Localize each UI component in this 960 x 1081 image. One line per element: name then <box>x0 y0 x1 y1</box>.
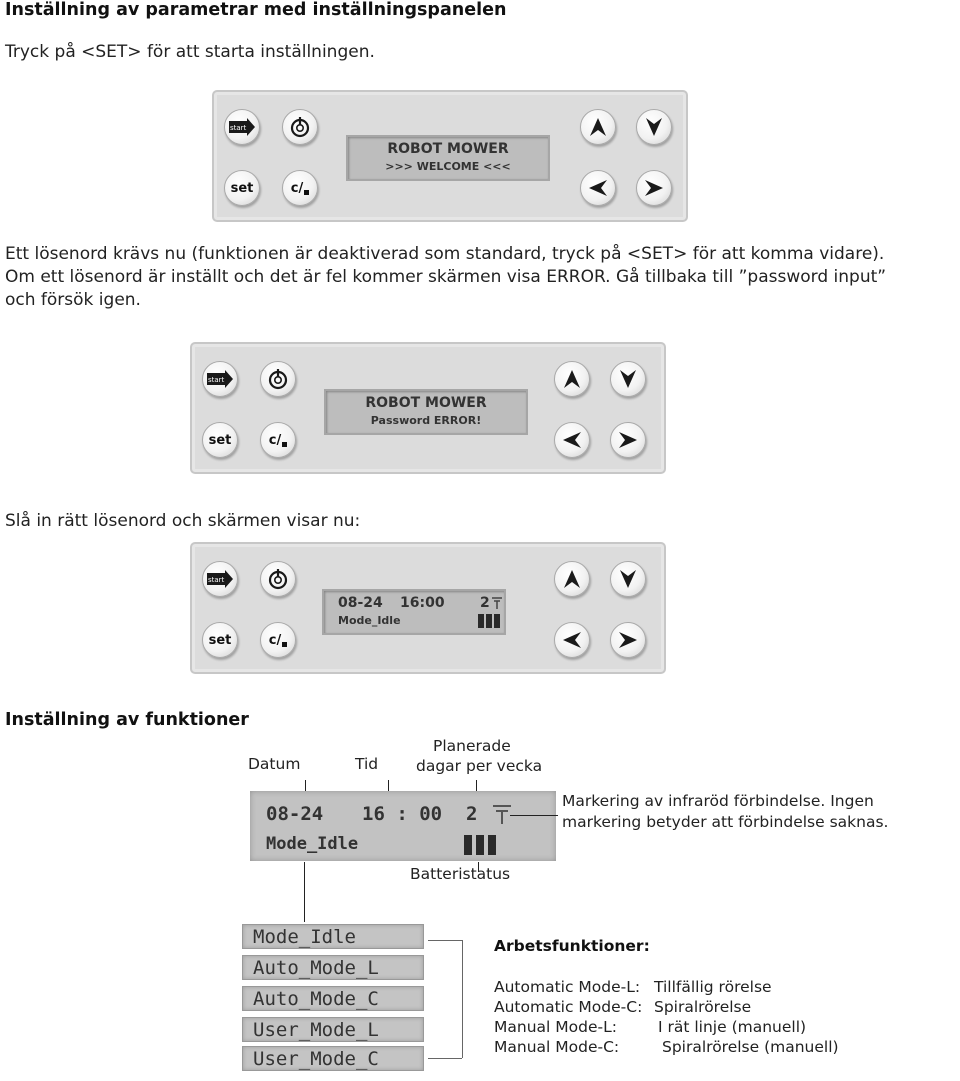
cancel-square-icon <box>304 190 309 195</box>
start-arrow-icon <box>206 370 234 388</box>
start-label: start <box>208 576 225 584</box>
control-panel-status <box>190 542 666 674</box>
work-function-name: Manual Mode-L: <box>494 1018 617 1036</box>
cancel-label: c/ <box>290 180 304 196</box>
arrow-right-icon <box>645 180 663 196</box>
arrow-left-icon <box>563 432 581 448</box>
lcd-screen <box>324 389 528 435</box>
start-arrow-icon <box>206 570 234 588</box>
left-button[interactable] <box>580 170 616 206</box>
start-button[interactable] <box>202 361 238 397</box>
display-mode: Mode_Idle <box>266 834 359 854</box>
power-button[interactable] <box>260 361 296 397</box>
control-panel-error <box>190 342 666 474</box>
arrow-down-icon <box>620 570 636 588</box>
power-button[interactable] <box>282 109 318 145</box>
power-button[interactable] <box>260 561 296 597</box>
start-label: start <box>208 376 225 384</box>
down-button[interactable] <box>610 561 646 597</box>
arrow-down-icon <box>620 370 636 388</box>
set-label: set <box>208 432 232 448</box>
lcd-days: 2 <box>480 595 490 611</box>
cancel-label: c/ <box>268 432 282 448</box>
label-datum: Datum <box>248 755 301 773</box>
lcd-screen <box>346 135 550 181</box>
up-button[interactable] <box>554 361 590 397</box>
power-icon <box>267 368 289 390</box>
display-time: 16 : 00 <box>362 803 443 825</box>
work-function-desc: Tillfällig rörelse <box>654 978 772 996</box>
paragraph-line-2: Om ett lösenord är inställt och det är fel kommer skärmen visa ERROR. Gå tillbaka till ”password input” <box>5 267 887 287</box>
set-button[interactable] <box>224 170 260 206</box>
intro-text: Tryck på <SET> för att starta inställningen. <box>5 42 375 62</box>
left-button[interactable] <box>554 422 590 458</box>
mode-item: Auto_Mode_C <box>242 986 424 1011</box>
cancel-button[interactable] <box>260 622 296 658</box>
work-function-desc: Spiralrörelse <box>654 998 752 1016</box>
section-title-functions: Inställning av funktioner <box>5 710 249 730</box>
right-button[interactable] <box>636 170 672 206</box>
up-button[interactable] <box>554 561 590 597</box>
lcd-mode: Mode_Idle <box>338 614 401 627</box>
display-date: 08-24 <box>266 803 324 825</box>
lcd-time: 16:00 <box>400 595 445 611</box>
set-button[interactable] <box>202 422 238 458</box>
work-function-desc: I rät linje (manuell) <box>658 1018 807 1036</box>
down-button[interactable] <box>610 361 646 397</box>
paragraph-correct-password: Slå in rätt lösenord och skärmen visar nu: <box>5 511 361 531</box>
power-icon <box>289 116 311 138</box>
control-panel-welcome <box>212 90 688 222</box>
mode-item: User_Mode_C <box>242 1046 424 1071</box>
start-button[interactable] <box>202 561 238 597</box>
left-button[interactable] <box>554 622 590 658</box>
display-days: 2 <box>466 803 478 825</box>
display-closeup <box>250 791 556 861</box>
paragraph-line-3: och försök igen. <box>5 290 141 310</box>
lcd-line-1: ROBOT MOWER <box>387 141 509 157</box>
set-label: set <box>230 180 254 196</box>
arrow-up-icon <box>590 118 606 136</box>
lcd-line-2: >>> WELCOME <<< <box>385 160 511 173</box>
work-function-name: Manual Mode-C: <box>494 1038 620 1056</box>
arrow-down-icon <box>646 118 662 136</box>
battery-icon <box>464 835 496 855</box>
lcd-line-1: ROBOT MOWER <box>365 395 487 411</box>
bracket-side <box>462 940 463 1058</box>
page-title: Inställning av parametrar med inställningspanelen <box>5 0 507 20</box>
pointer-infrared <box>510 815 558 816</box>
arrow-left-icon <box>563 632 581 648</box>
right-button[interactable] <box>610 422 646 458</box>
power-icon <box>267 568 289 590</box>
infrared-icon <box>492 596 502 610</box>
pointer-mode <box>304 862 305 922</box>
infrared-icon <box>492 803 512 825</box>
set-button[interactable] <box>202 622 238 658</box>
label-batteristatus: Batteristatus <box>410 865 511 883</box>
cancel-label: c/ <box>268 632 282 648</box>
cancel-square-icon <box>282 642 287 647</box>
bracket-bottom <box>428 1058 462 1059</box>
work-functions-title: Arbetsfunktioner: <box>494 937 650 955</box>
mode-item: User_Mode_L <box>242 1017 424 1042</box>
cancel-button[interactable] <box>260 422 296 458</box>
label-infrared-2: markering betyder att förbindelse saknas. <box>562 813 889 831</box>
label-infrared-1: Markering av infraröd förbindelse. Ingen <box>562 792 874 810</box>
label-planerade-2: dagar per vecka <box>416 757 543 775</box>
up-button[interactable] <box>580 109 616 145</box>
battery-icon <box>478 614 500 628</box>
set-label: set <box>208 632 232 648</box>
start-button[interactable] <box>224 109 260 145</box>
label-tid: Tid <box>355 755 379 773</box>
mode-item: Auto_Mode_L <box>242 955 424 980</box>
arrow-left-icon <box>589 180 607 196</box>
right-button[interactable] <box>610 622 646 658</box>
bracket-top <box>428 940 462 941</box>
work-function-name: Automatic Mode-L: <box>494 978 641 996</box>
arrow-up-icon <box>564 570 580 588</box>
lcd-screen <box>322 589 506 635</box>
lcd-date: 08-24 <box>338 595 383 611</box>
arrow-right-icon <box>619 432 637 448</box>
cancel-square-icon <box>282 442 287 447</box>
lcd-line-2: Password ERROR! <box>370 414 482 427</box>
label-planerade-1: Planerade <box>433 737 511 755</box>
start-label: start <box>230 124 247 132</box>
paragraph-line-1: Ett lösenord krävs nu (funktionen är deaktiverad som standard, tryck på <SET> för att komma vidare). <box>5 244 885 264</box>
work-function-name: Automatic Mode-C: <box>494 998 643 1016</box>
work-function-desc: Spiralrörelse (manuell) <box>662 1038 839 1056</box>
arrow-up-icon <box>564 370 580 388</box>
start-arrow-icon <box>228 118 256 136</box>
arrow-right-icon <box>619 632 637 648</box>
down-button[interactable] <box>636 109 672 145</box>
mode-item: Mode_Idle <box>242 924 424 949</box>
cancel-button[interactable] <box>282 170 318 206</box>
